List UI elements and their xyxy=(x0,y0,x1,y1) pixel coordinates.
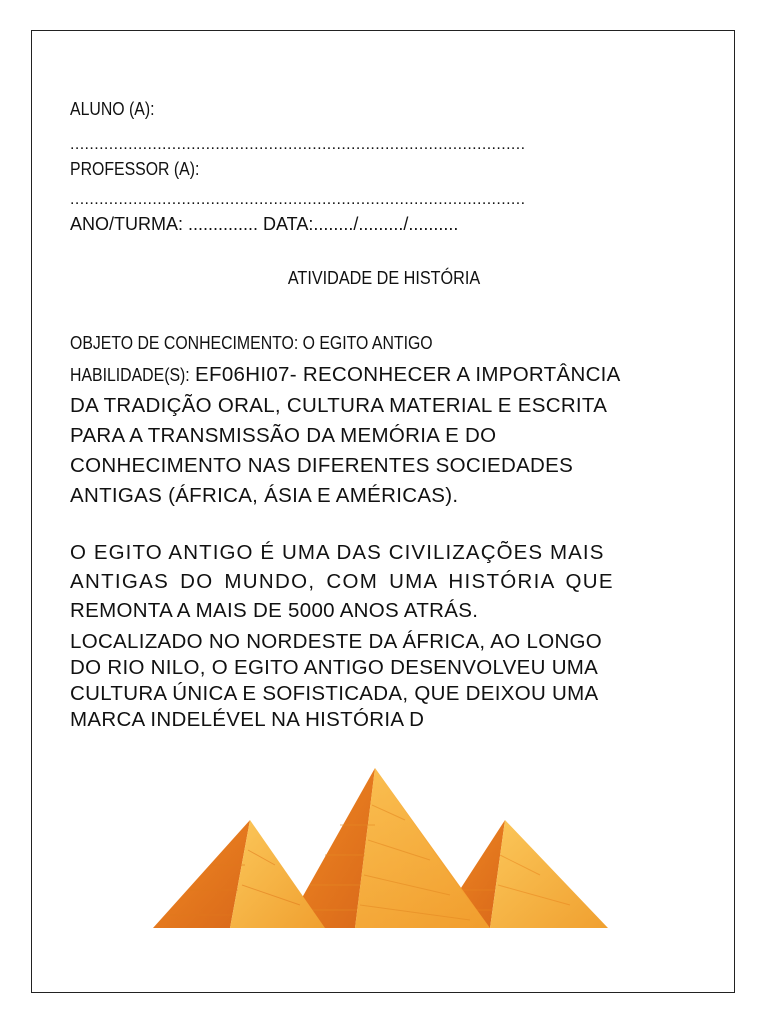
class-date-field[interactable]: ANO/TURMA: .............. DATA:......../........./.......... xyxy=(70,214,459,234)
teacher-name-label: PROFESSOR (A): xyxy=(70,159,200,179)
text-p2-line-4: MARCA INDELÉVEL NA HISTÓRIA D xyxy=(70,708,425,731)
pyramids-illustration xyxy=(150,765,610,930)
skill-line-3: PARA A TRANSMISSÃO DA MEMÓRIA E DO xyxy=(70,424,497,447)
text-p1-line-3: REMONTA A MAIS DE 5000 ANOS ATRÁS. xyxy=(70,599,479,622)
skill-line-1 xyxy=(70,363,621,387)
skill-line-2: DA TRADIÇÃO ORAL, CULTURA MATERIAL E ESCRITA xyxy=(70,394,608,417)
student-name-field[interactable]: .............................................................................................. xyxy=(70,136,526,153)
teacher-name-field[interactable]: .............................................................................................. xyxy=(70,191,526,208)
knowledge-object: OBJETO DE CONHECIMENTO: O EGITO ANTIGO xyxy=(70,333,433,353)
left-pyramid xyxy=(153,820,325,928)
skill-line-4: CONHECIMENTO NAS DIFERENTES SOCIEDADES xyxy=(70,454,574,477)
skill-code-text: EF06HI07- RECONHECER A IMPORTÂNCIA xyxy=(189,363,621,386)
student-name-label: ALUNO (A): xyxy=(70,99,155,119)
large-center-pyramid xyxy=(285,768,490,928)
skill-label: HABILIDADE(S): xyxy=(70,365,190,385)
page-title: ATIVIDADE DE HISTÓRIA xyxy=(287,268,481,288)
text-p2-line-3: CULTURA ÚNICA E SOFISTICADA, QUE DEIXOU UMA xyxy=(70,682,599,705)
text-p1-line-1: O EGITO ANTIGO É UMA DAS CIVILIZAÇÕES MAIS xyxy=(70,541,605,564)
skill-line-5: ANTIGAS (ÁFRICA, ÁSIA E AMÉRICAS). xyxy=(70,484,459,507)
text-p2-line-2: DO RIO NILO, O EGITO ANTIGO DESENVOLVEU UMA xyxy=(70,656,599,679)
text-p2-line-1: LOCALIZADO NO NORDESTE DA ÁFRICA, AO LONGO xyxy=(70,630,603,653)
text-p1-line-2: ANTIGAS DO MUNDO, COM UMA HISTÓRIA QUE xyxy=(70,570,614,593)
